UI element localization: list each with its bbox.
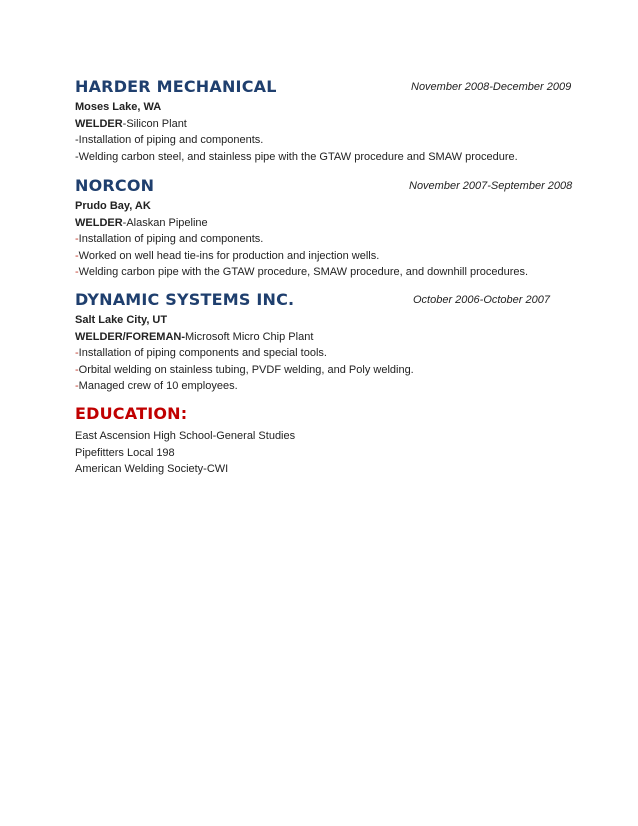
job-bullet <box>75 264 575 281</box>
job-bullet <box>75 149 575 166</box>
bullet-text: Installation of piping components and special tools. <box>78 347 327 360</box>
job-bullet <box>75 132 575 149</box>
role-title: WELDER <box>75 117 123 130</box>
job-role <box>75 215 575 232</box>
bullet-text: Worked on well head tie-ins for production and injection wells. <box>78 249 380 262</box>
job-header <box>75 77 575 99</box>
job-section-harder-mechanical <box>75 77 575 165</box>
job-location: Moses Lake, WA <box>75 101 162 113</box>
job-bullet <box>75 231 575 248</box>
bullet-dash: - <box>75 380 79 393</box>
job-header <box>75 290 575 312</box>
job-bullet <box>75 345 575 362</box>
job-role <box>75 329 575 346</box>
bullet-text: Orbital welding on stainless tubing, PVDF welding, and Poly welding. <box>78 363 414 376</box>
job-location: Salt Lake City, UT <box>75 314 168 326</box>
employment-dates: October 2006-October 2007 <box>413 294 550 306</box>
job-bullet <box>75 378 575 395</box>
role-title: WELDER <box>75 216 123 229</box>
company-name: NORCON <box>75 176 155 195</box>
bullet-text: Welding carbon steel, and stainless pipe with the GTAW procedure and SMAW procedure. <box>78 150 518 163</box>
bullet-dash: - <box>75 150 79 163</box>
education-item: Pipefitters Local 198 <box>75 446 175 459</box>
role-title: WELDER/FOREMAN- <box>75 330 185 343</box>
bullet-dash: - <box>75 134 79 147</box>
employment-dates: November 2008-December 2009 <box>411 81 572 93</box>
company-name: HARDER MECHANICAL <box>75 77 277 96</box>
job-header <box>75 176 575 198</box>
role-detail: -Silicon Plant <box>122 117 187 130</box>
education-item: East Ascension High School-General Studies <box>75 430 296 442</box>
bullet-text: Installation of piping and components. <box>78 134 264 147</box>
job-bullet <box>75 248 575 265</box>
bullet-dash: - <box>75 249 79 262</box>
job-section-norcon <box>75 176 575 281</box>
role-detail: -Alaskan Pipeline <box>122 216 208 229</box>
company-name: DYNAMIC SYSTEMS INC. <box>75 290 295 309</box>
bullet-text: Managed crew of 10 employees. <box>78 380 238 393</box>
bullet-dash: - <box>75 233 79 246</box>
bullet-dash: - <box>75 266 79 279</box>
education-section <box>75 404 575 478</box>
job-role <box>75 116 575 133</box>
job-location: Prudo Bay, AK <box>75 200 151 212</box>
role-detail: Microsoft Micro Chip Plant <box>185 330 314 343</box>
bullet-dash: - <box>75 347 79 360</box>
bullet-text: Welding carbon pipe with the GTAW procedure, SMAW procedure, and downhill procedures. <box>78 266 529 279</box>
bullet-text: Installation of piping and components. <box>78 233 264 246</box>
education-item: American Welding Society-CWI <box>75 463 229 476</box>
education-title: EDUCATION: <box>75 404 188 423</box>
employment-dates: November 2007-September 2008 <box>409 180 573 192</box>
job-bullet <box>75 362 575 379</box>
job-section-dynamic-systems <box>75 290 575 395</box>
bullet-dash: - <box>75 363 79 376</box>
